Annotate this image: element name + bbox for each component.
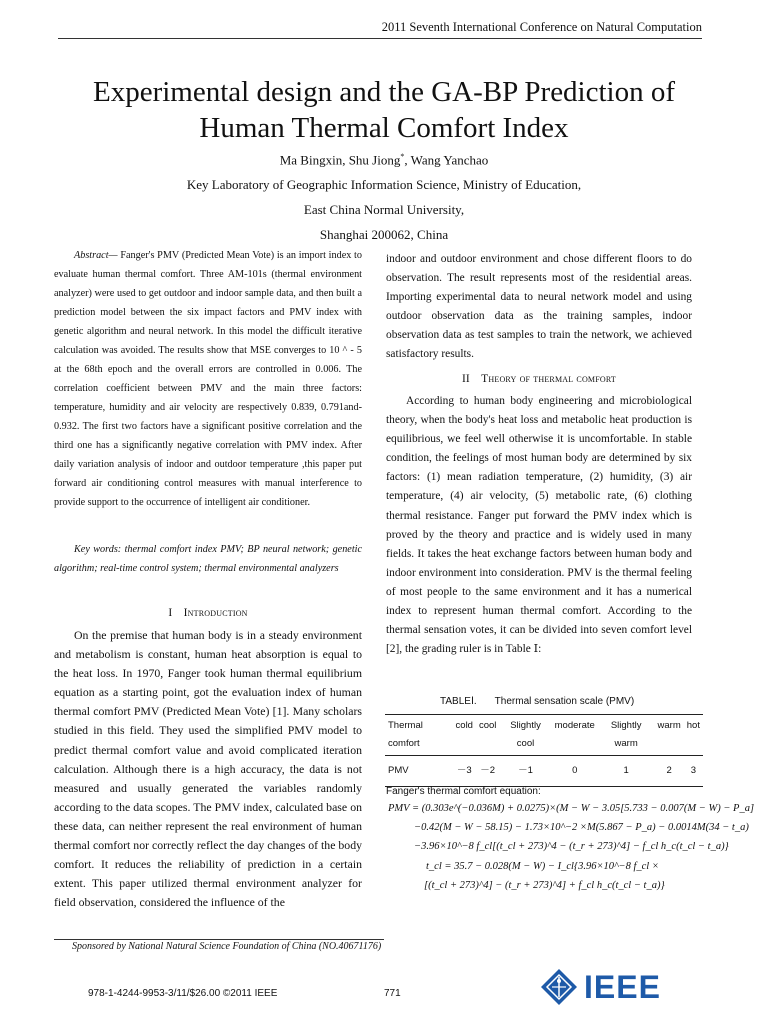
keywords: Key words: thermal comfort index PMV; BP neural network; genetic algorithm; real-time control system; thermal environmental analyzers [54,544,362,574]
intro-continuation: indoor and outdoor environment and chose different floors to do observation. The result represents most of the residential areas. Importing experimental data to neural network model and using outdoor observation data as the training samples, indoor observation data as test samples to train the network, we achieved satisfactory results. [386,253,692,361]
table-header-row [385,715,703,756]
paper-title [40,74,728,146]
page-number: 771 [384,988,401,999]
title-line-2: Human Thermal Comfort Index [199,112,569,144]
abstract-text: Fanger's PMV (Predicted Mean Vote) is an import index to evaluate human thermal comfort. Three AM-101s (thermal environment analyzer) were used to get outdoor and indoor sample data, and then built a prediction model between the six impact factors and PMV index with genetic algorithm and neural network. In this model the difficult iterative calculation was avoided. The results show that MSE converges to 10 ^ - 5 at the 68th epoch and the overall errors are controlled in 0.006. The correlation coefficient between PMV and the main three factors: temperature, humidity and air velocity are respectively 0.839, 0.791and-0.932. The first two factors have a significant positive correlation and the third one has a significantly negative correlation with PMV index. After daily variation analysis of indoor and outdoor temperature ,this paper put forward air conditioning control measures with manual interference to provide support to the occurrence of intelligent air conditioner. [54,250,362,508]
author-block [40,144,728,247]
table-row-label: PMV [385,756,453,787]
table-cell: －2 [476,756,499,787]
table-header-cell: moderate [552,715,598,756]
isbn-copyright: 978-1-4244-9953-3/11/$26.00 ©2011 IEEE [88,988,278,999]
section-2-heading: II Theory of thermal comfort [461,373,617,385]
table-header-cell: cool [476,715,499,756]
table-cell: 1 [598,756,655,787]
affiliation-line-1: Key Laboratory of Geographic Information Science, Ministry of Education, [186,177,582,193]
table-cell: 2 [655,756,684,787]
table-caption: TABLEⅠ. Thermal sensation scale (PMV) [440,696,635,707]
abstract [54,246,362,512]
footnote-rule [54,939,384,940]
header-rule [58,38,702,39]
equation-line-3: −3.96×10^−8 f_cl[(t_cl + 273)^4 − (t_r + 273)^4] − f_cl h_c(t_cl − t_a)} [414,841,729,852]
ieee-logo [540,968,661,1006]
table-header-cell: Slightly cool [499,715,551,756]
table-cell: －1 [499,756,551,787]
affiliation-line-3: Shanghai 200062, China [319,227,449,243]
ieee-wordmark: IEEE [584,968,661,1005]
authors: Ma Bingxin, Shu Jiong*, Wang Yanchao [279,152,489,168]
table-header-cell: Thermal comfort [385,715,453,756]
section-1-heading: I Introduction [168,607,248,619]
abstract-lead: Abstract— [74,250,118,261]
ieee-diamond-icon [540,968,578,1006]
table-header-cell: cold [453,715,476,756]
equation-label: Fanger's thermal comfort equation: [386,786,541,797]
title-line-1: Experimental design and the GA-BP Prediction of [92,76,676,108]
table-cell: 3 [684,756,703,787]
thermal-sensation-table [385,714,703,787]
conference-header: 2011 Seventh International Conference on Natural Computation [381,20,702,34]
equation-line-5: [(t_cl + 273)^4] − (t_r + 273)^4] + f_cl h_c(t_cl − t_a)} [424,880,665,891]
table-row [385,756,703,787]
table-header-cell: warm [655,715,684,756]
affiliation-line-2: East China Normal University, [303,202,465,218]
equation-line-4: t_cl = 35.7 − 0.028(M − W) − I_cl{3.96×10^−8 f_cl × [426,861,659,872]
section-1-body: On the premise that human body is in a steady environment and metabolism is constant, human heat absorption is equal to the heat loss. In 1970, Fanger took human thermal equilibrium equation as a starting point, got the evaluation index of human thermal comfort PMV (Predicted Mean Vote) [1]. Many scholars studied in this field. They used the simplified PMV model to predict thermal comfort value and avoid complicated iteration calculation. Although there is a high accuracy, the data is not measured and usually generated the variables randomly according to the data scopes. The PMV index, calculated base on these data, can neither represent the real environment of human thermal comfort nor correctly reflect the day changes of the body comfort. It reduces the reliability of prediction in a certain extent. This paper utilized thermal environment analyzer for field observation, considered the influence of the [54,628,362,910]
sponsor-footnote: Sponsored by National Natural Science Foundation of China (NO.40671176) [72,941,382,952]
table-cell: 0 [552,756,598,787]
section-2-body: According to human body engineering and microbiological theory, when the body's heat loss and metabolic heat production is equilibrious, we feel well otherwise it is uncomfortable. In stable condition, the feelings of most human body are determined by six factors: (1) mean radiation temperature, (2) humidity, (3) air temperature, (4) air velocity, (5) metabolic rate, (6) clothing thermal resistance. Fanger put forward the PMV index which is proved by the theory and practice and is widely used in many fields. It takes the heat exchange factors between human body and indoor environment into consideration. PMV is the thermal feeling of most people to the same environment and it has a numerical index to represent human thermal comfort. According to the thermal sensation votes, it can be divided into seven comfort level [2], the grading ruler is in Table Ⅰ: [386,395,692,656]
equation-line-1: PMV = (0.303e^(−0.036M) + 0.0275)×(M − W − 3.05[5.733 − 0.007(M − W) − P_a] [388,803,755,814]
equation-line-2: −0.42(M − W − 58.15) − 1.73×10^−2 ×M(5.867 − P_a) − 0.0014M(34 − t_a) [414,822,749,833]
table-header-cell: hot [684,715,703,756]
table-cell: －3 [453,756,476,787]
table-header-cell: Slightly warm [598,715,655,756]
